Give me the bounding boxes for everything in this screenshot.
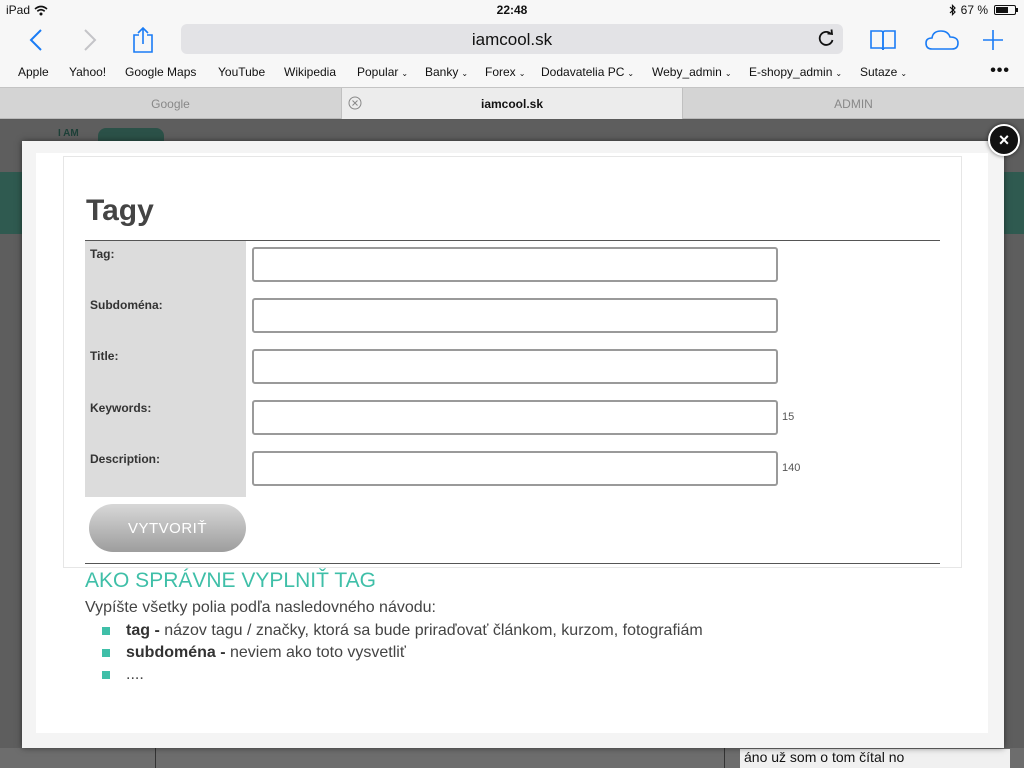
- form-divider-bottom: [85, 563, 940, 564]
- site-logo: I AM: [58, 128, 79, 139]
- chevron-down-icon: ⌄: [401, 69, 409, 78]
- bookmark-item[interactable]: [69, 65, 106, 79]
- bookmarks-button[interactable]: [867, 24, 899, 56]
- address-text: iamcool.sk: [471, 30, 553, 49]
- description-label: Description:: [90, 452, 161, 466]
- bookmark-label: Weby_admin: [652, 65, 722, 79]
- bookmark-label: Yahoo!: [69, 65, 107, 79]
- create-button[interactable]: VYTVORIŤ: [89, 504, 246, 552]
- back-button[interactable]: [20, 24, 52, 56]
- comment-text: áno už som o tom čítal no: [740, 749, 1010, 768]
- address-bar[interactable]: [181, 24, 843, 54]
- chevron-down-icon: ⌄: [518, 69, 526, 78]
- bullet-square-icon: [102, 671, 110, 679]
- tab-google[interactable]: [0, 88, 341, 119]
- title-input[interactable]: [252, 349, 778, 384]
- bullet-square-icon: [102, 649, 110, 657]
- plus-icon: [982, 29, 1004, 51]
- bookmark-label: Banky: [425, 65, 459, 79]
- bookmark-item[interactable]: [749, 65, 842, 79]
- help-text: ....: [126, 666, 144, 683]
- cloud-tabs-button[interactable]: [922, 24, 962, 56]
- modal-close-button[interactable]: [988, 124, 1020, 156]
- bookmark-label: Forex: [485, 65, 516, 79]
- form-title: Tagy: [86, 194, 154, 227]
- back-chevron-icon: [29, 28, 43, 52]
- browser-toolbar: [0, 20, 1024, 60]
- tab-label: ADMIN: [834, 96, 873, 111]
- bookmark-label: YouTube: [218, 65, 266, 79]
- bookmarks-bar: [0, 60, 1024, 87]
- tab-label: iamcool.sk: [480, 96, 544, 111]
- tab-admin[interactable]: [683, 88, 1024, 119]
- tab-close-icon[interactable]: [348, 96, 362, 110]
- tag-input[interactable]: [252, 247, 778, 282]
- list-item: [100, 620, 703, 642]
- forward-chevron-icon: [83, 28, 97, 52]
- cloud-tabs-icon: [924, 29, 960, 51]
- bookmark-item[interactable]: [218, 65, 265, 79]
- forward-button[interactable]: [74, 24, 106, 56]
- bookmark-label: Dodavatelia PC: [541, 65, 625, 79]
- chevron-down-icon: ⌄: [627, 69, 635, 78]
- bookmark-label: Apple: [18, 65, 49, 79]
- subdomain-label: Subdoména:: [90, 298, 163, 312]
- battery-icon: [994, 5, 1016, 15]
- status-bar: [0, 0, 1024, 20]
- help-title: AKO SPRÁVNE VYPLNIŤ TAG: [85, 569, 376, 592]
- help-term: subdoména -: [126, 644, 226, 661]
- bookmark-item[interactable]: [284, 65, 336, 79]
- bookmark-label: Wikipedia: [284, 65, 337, 79]
- bookmark-item[interactable]: [18, 65, 49, 79]
- list-item: [100, 664, 703, 686]
- help-term: tag -: [126, 622, 160, 639]
- help-list: [100, 620, 703, 686]
- help-intro: Vypíšte všetky polia podľa nasledovného návodu:: [85, 599, 436, 616]
- tag-label: Tag:: [90, 247, 115, 261]
- close-icon: ×: [998, 130, 1010, 150]
- chevron-down-icon: ⌄: [724, 69, 732, 78]
- list-item: [100, 642, 703, 664]
- bookmark-item[interactable]: [125, 65, 196, 79]
- chevron-down-icon: ⌄: [900, 69, 908, 78]
- bookmark-item[interactable]: [541, 65, 634, 79]
- title-label: Title:: [90, 349, 119, 363]
- bookmark-item[interactable]: [652, 65, 732, 79]
- subdomain-input[interactable]: [252, 298, 778, 333]
- keywords-input[interactable]: [252, 400, 778, 435]
- bookmark-item[interactable]: [357, 65, 408, 79]
- bookmark-label: E-shopy_admin: [749, 65, 833, 79]
- clock: 22:48: [496, 3, 528, 17]
- device-name: iPad: [6, 3, 31, 17]
- tab-label: Google: [151, 96, 190, 111]
- keywords-label: Keywords:: [90, 401, 152, 415]
- bookmark-label: Popular: [357, 65, 399, 79]
- description-counter: 140: [782, 462, 801, 474]
- status-right: [949, 3, 1016, 17]
- help-text: názov tagu / značky, ktorá sa bude priraďovať článkom, kurzom, fotografiám: [159, 622, 703, 639]
- bookmark-item[interactable]: [485, 65, 525, 79]
- bookmarks-more-button[interactable]: •••: [990, 62, 1010, 79]
- reload-icon[interactable]: [815, 28, 837, 50]
- bluetooth-icon: [949, 4, 957, 16]
- help-text: neviem ako toto vysvetliť: [225, 644, 406, 661]
- bookmark-label: Google Maps: [125, 65, 197, 79]
- bullet-square-icon: [102, 627, 110, 635]
- chevron-down-icon: ⌄: [835, 69, 843, 78]
- chevron-down-icon: ⌄: [461, 69, 469, 78]
- description-input[interactable]: [252, 451, 778, 486]
- tab-bar: [0, 87, 1024, 119]
- book-icon: [869, 29, 897, 51]
- bookmark-item[interactable]: [860, 65, 907, 79]
- battery-percent: 67 %: [960, 3, 988, 17]
- bookmark-label: Sutaze: [860, 65, 898, 79]
- tab-iamcool[interactable]: [341, 88, 683, 119]
- keywords-counter: 15: [782, 411, 795, 423]
- share-button[interactable]: [127, 24, 159, 56]
- bookmark-item[interactable]: [425, 65, 468, 79]
- share-icon: [132, 26, 154, 54]
- new-tab-button[interactable]: [977, 24, 1009, 56]
